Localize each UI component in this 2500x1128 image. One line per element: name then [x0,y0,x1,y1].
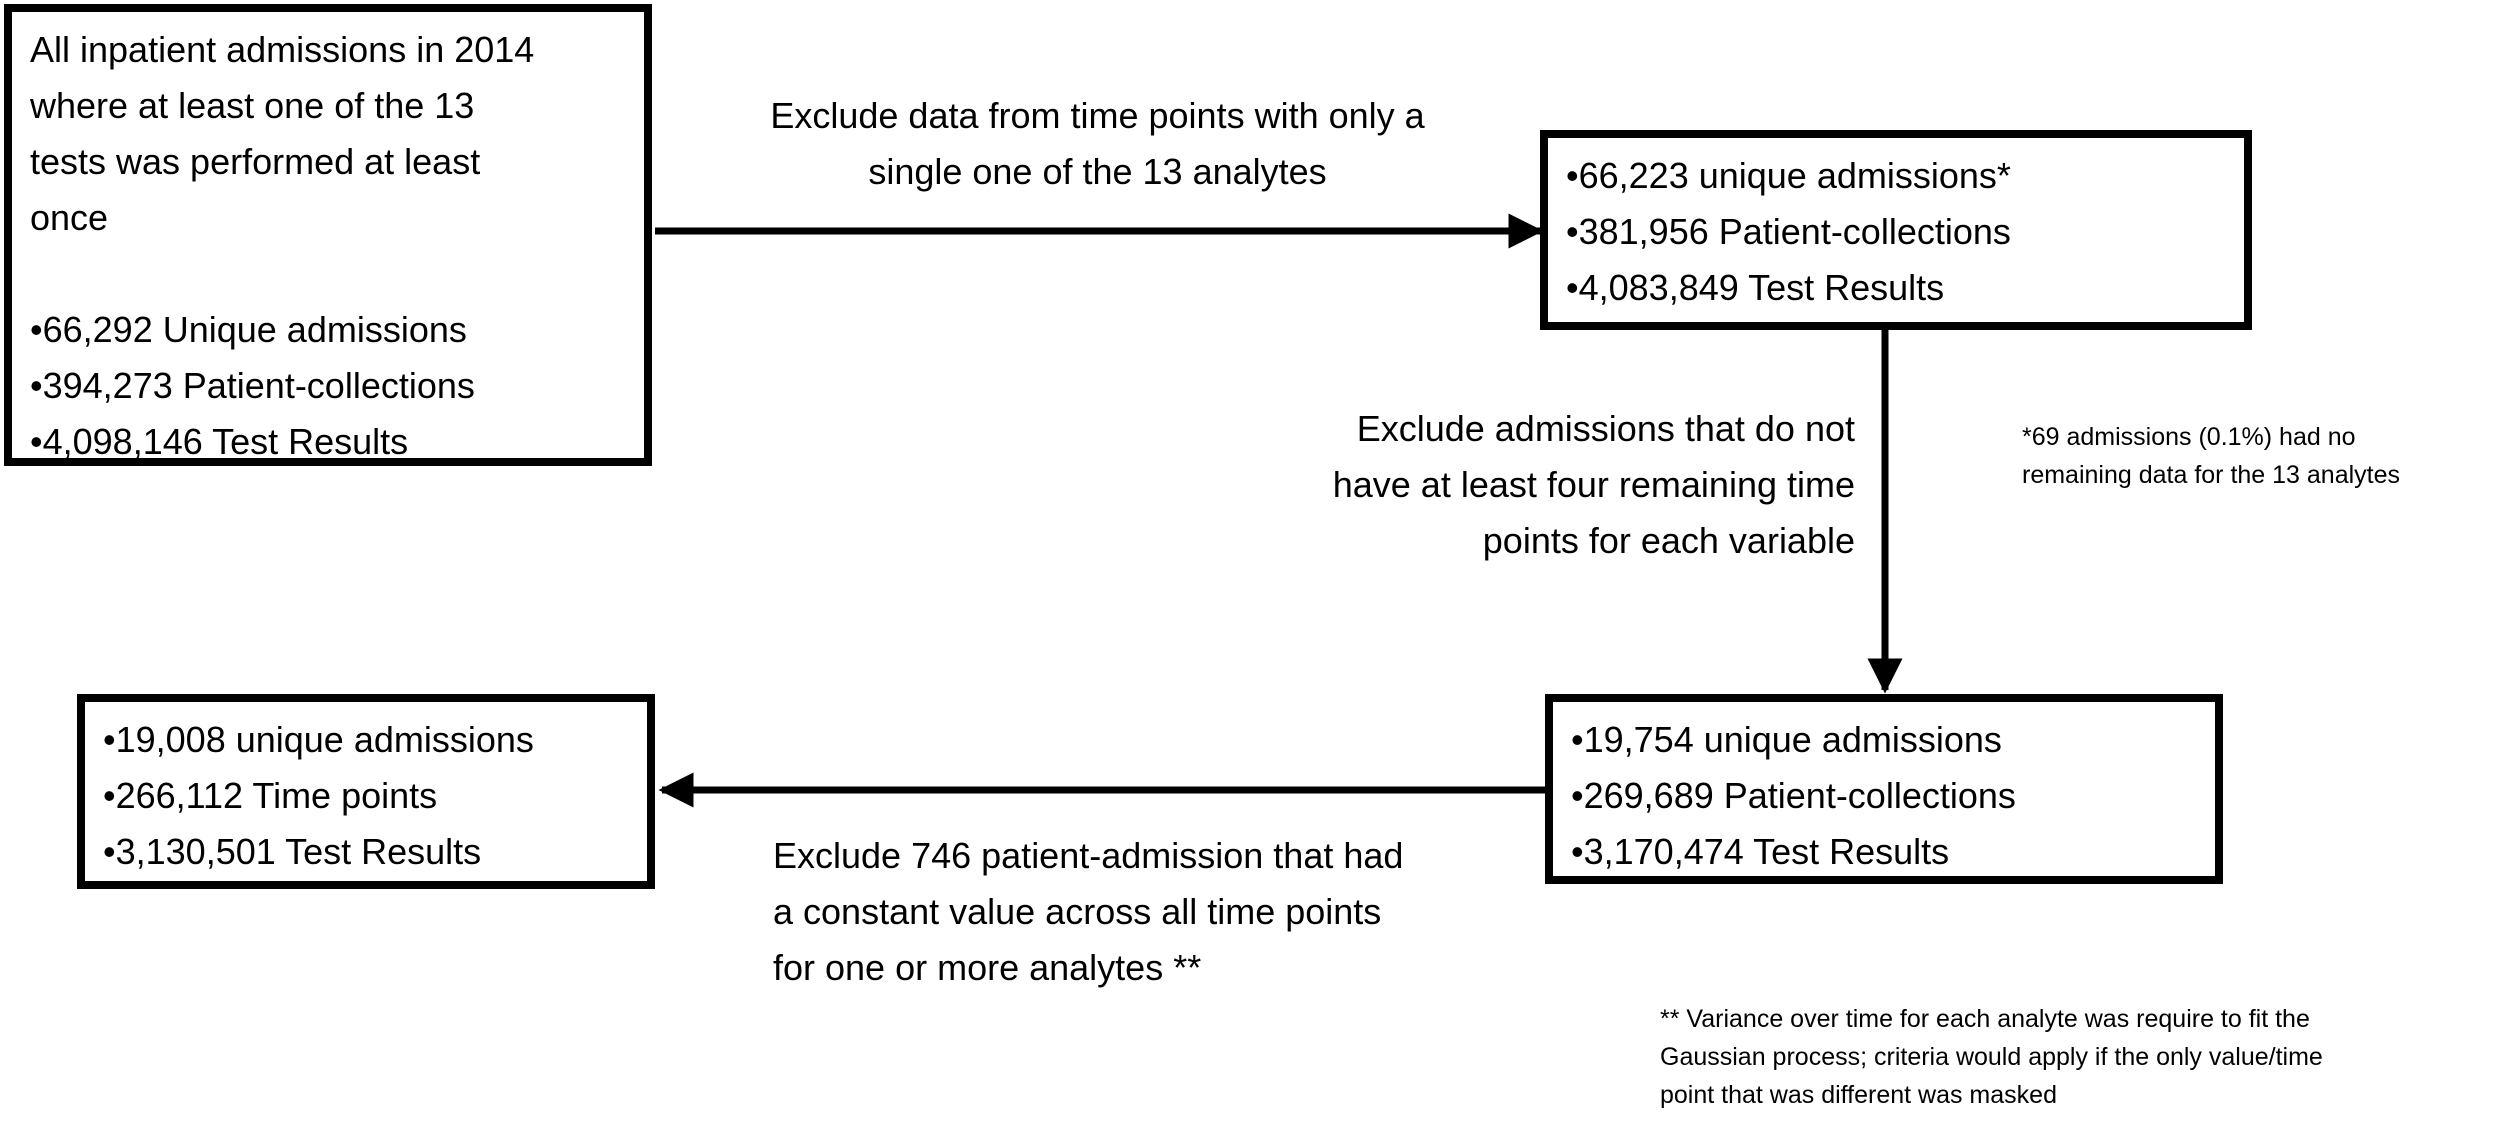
initial-heading-line: once [30,197,109,238]
initial-heading-line: where at least one of the 13 [30,85,475,126]
footnote-double-star [1660,1000,2490,1114]
spacer [30,246,626,302]
step-label-line: Exclude data from time points with only a [770,95,1425,136]
step-exclude-constant-value-label [773,828,1533,996]
footnote-line: Gaussian process; criteria would apply if the only value/time [1660,1043,2323,1071]
step-label-line: points for each variable [1482,520,1855,561]
step-label-line: a constant value across all time points [773,891,1382,932]
step-label-line: for one or more analytes ** [773,947,1202,988]
step-exclude-single-analyte-label [655,88,1540,200]
final-cohort-box [77,694,655,889]
step2-unique-admissions: •19,754 unique admissions [1571,719,2002,760]
step1-unique-admissions: •66,223 unique admissions* [1566,155,2011,196]
step-exclude-insufficient-time-points-label [1150,401,1855,569]
initial-patient-collections: •394,273 Patient-collections [30,365,475,406]
after-time-points-box [1545,694,2223,884]
after-single-analyte-box [1540,130,2252,330]
footnote-line: point that was different was masked [1660,1081,2057,1109]
final-unique-admissions: •19,008 unique admissions [103,719,534,760]
step2-test-results: •3,170,474 Test Results [1571,831,1950,872]
initial-heading-line: All inpatient admissions in 2014 [30,29,535,70]
initial-test-results: •4,098,146 Test Results [30,421,409,462]
step1-patient-collections: •381,956 Patient-collections [1566,211,2011,252]
step2-patient-collections: •269,689 Patient-collections [1571,775,2016,816]
footnote-line: remaining data for the 13 analytes [2022,461,2401,489]
initial-unique-admissions: •66,292 Unique admissions [30,309,467,350]
step-label-line: have at least four remaining time [1332,464,1855,505]
footnote-line: ** Variance over time for each analyte was require to fit the [1660,1005,2310,1033]
step1-test-results: •4,083,849 Test Results [1566,267,1945,308]
final-time-points: •266,112 Time points [103,775,438,816]
footnote-single-star [2022,418,2492,494]
final-test-results: •3,130,501 Test Results [103,831,482,872]
step-label-line: Exclude admissions that do not [1356,408,1855,449]
initial-cohort-box [4,4,652,466]
initial-heading-line: tests was performed at least [30,141,481,182]
step-label-line: Exclude 746 patient-admission that had [773,835,1404,876]
footnote-line: *69 admissions (0.1%) had no [2022,423,2356,451]
step-label-line: single one of the 13 analytes [868,151,1327,192]
